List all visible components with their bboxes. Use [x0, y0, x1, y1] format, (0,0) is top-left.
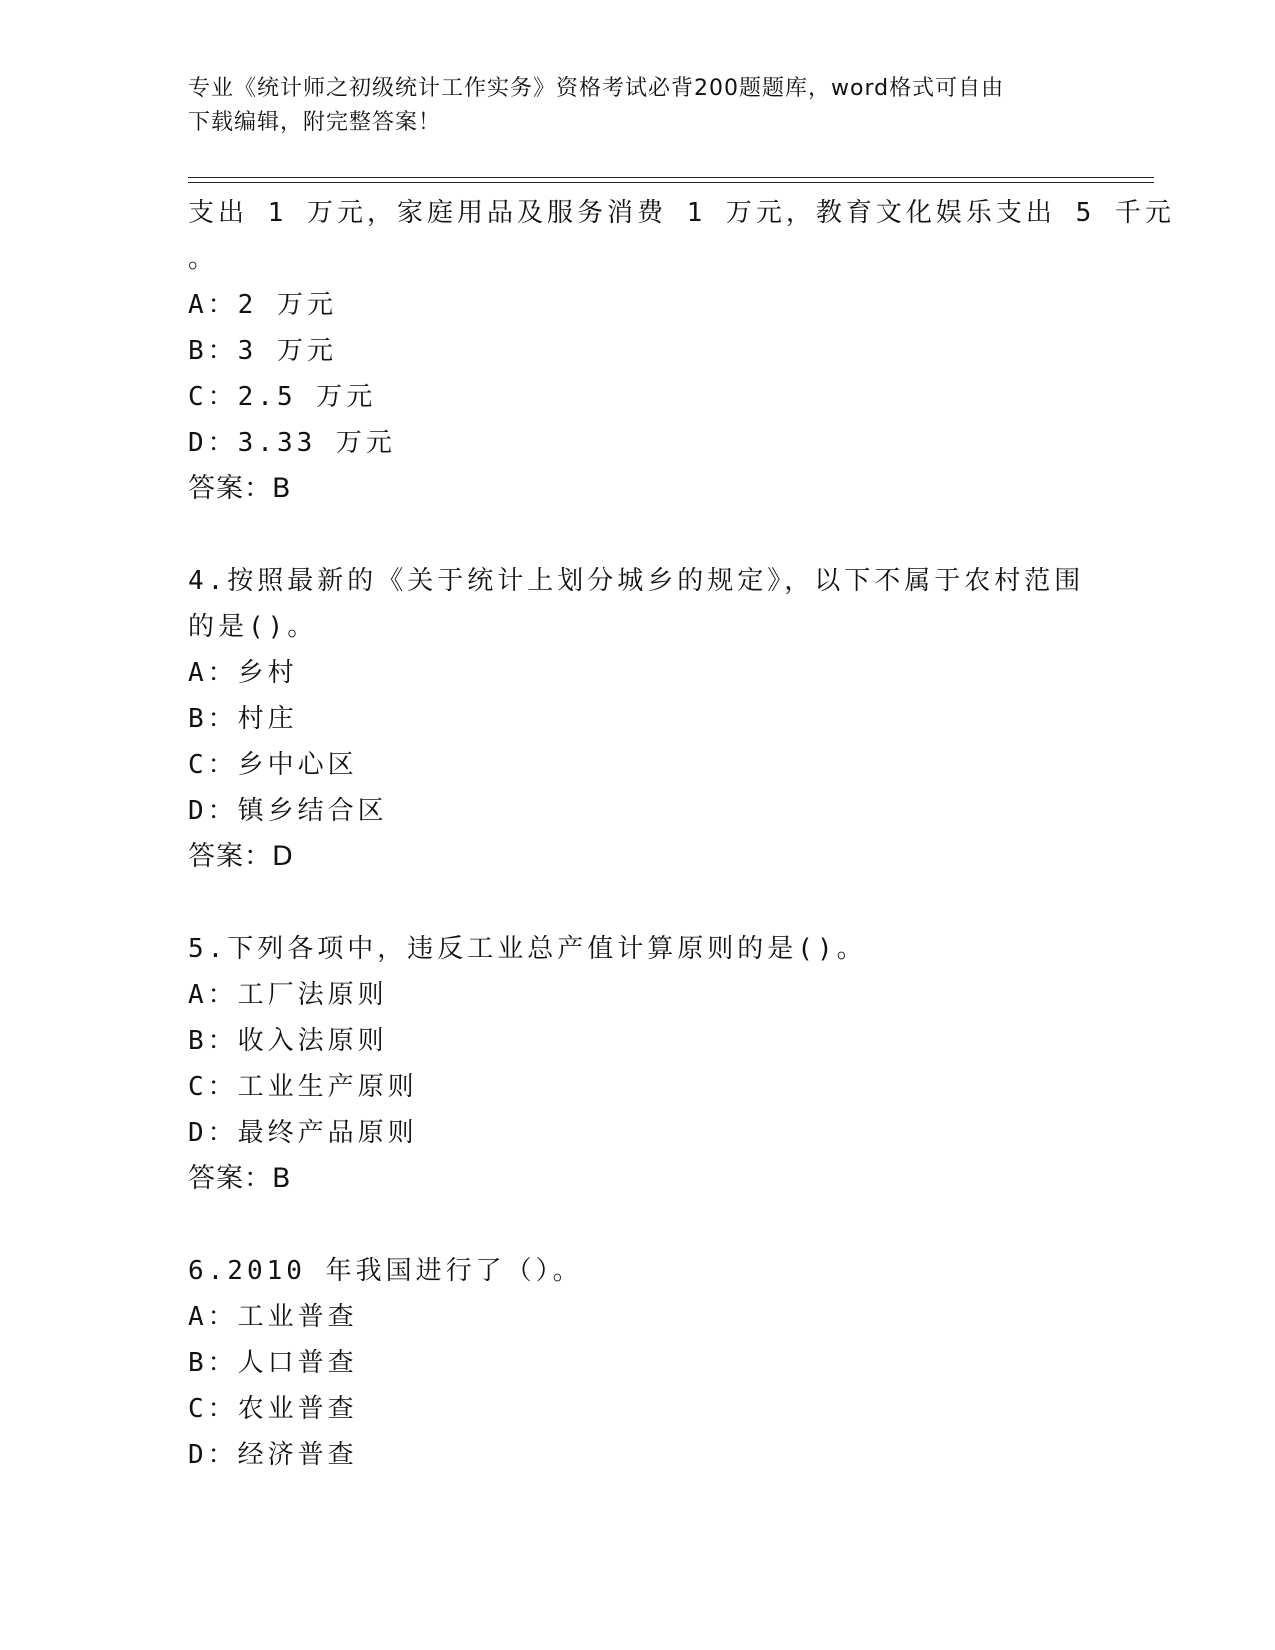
question-4-option-b: B：村庄	[188, 704, 298, 734]
question-3-answer: 答案：B	[188, 473, 292, 504]
question-3-option-d: D：3.33 万元	[188, 428, 396, 458]
question-3-text-line-1: 支出 1 万元，家庭用品及服务消费 1 万元，教育文化娱乐支出 5 千元	[188, 198, 1175, 228]
header-divider-bottom	[188, 182, 1154, 183]
header-line-2: 下载编辑，附完整答案！	[188, 110, 442, 135]
question-5-block	[188, 926, 1088, 1202]
question-list	[188, 190, 1175, 1478]
spacer	[188, 880, 1088, 926]
question-5-text-line-1: 5.下列各项中，违反工业总产值计算原则的是()。	[188, 934, 867, 964]
spacer	[188, 512, 1088, 558]
question-3-option-b: B：3 万元	[188, 336, 337, 366]
question-3-block	[188, 190, 1175, 512]
question-6-option-a: A：工业普查	[188, 1302, 358, 1332]
question-6-option-c: C：农业普查	[188, 1394, 358, 1424]
question-5-answer: 答案：B	[188, 1163, 292, 1194]
question-5-option-c: C：工业生产原则	[188, 1072, 418, 1102]
question-4-answer: 答案：D	[188, 841, 294, 872]
header-line-1: 专业《统计师之初级统计工作实务》资格考试必背200题题库，word格式可自由	[188, 76, 1005, 101]
question-4-option-c: C：乡中心区	[188, 750, 358, 780]
question-5-option-b: B：收入法原则	[188, 1026, 388, 1056]
question-6-block	[188, 1248, 1088, 1478]
question-4-option-d: D：镇乡结合区	[188, 796, 388, 826]
document-header	[188, 72, 1068, 140]
question-3-text-line-2: 。	[188, 244, 219, 274]
question-5-option-d: D：最终产品原则	[188, 1118, 418, 1148]
header-divider-top	[188, 177, 1154, 178]
question-4-text-line-2: 的是()。	[188, 612, 318, 642]
question-4-option-a: A：乡村	[188, 658, 298, 688]
question-6-option-b: B：人口普查	[188, 1348, 358, 1378]
question-4-text-line-1: 4.按照最新的《关于统计上划分城乡的规定》，以下不属于农村范围	[188, 566, 1085, 596]
spacer	[188, 1202, 1088, 1248]
question-5-option-a: A：工厂法原则	[188, 980, 388, 1010]
question-6-option-d: D：经济普查	[188, 1440, 358, 1470]
question-3-option-a: A：2 万元	[188, 290, 337, 320]
question-6-text-line-1: 6.2010 年我国进行了（）。	[188, 1256, 583, 1286]
question-3-option-c: C：2.5 万元	[188, 382, 377, 412]
question-4-block	[188, 558, 1088, 880]
